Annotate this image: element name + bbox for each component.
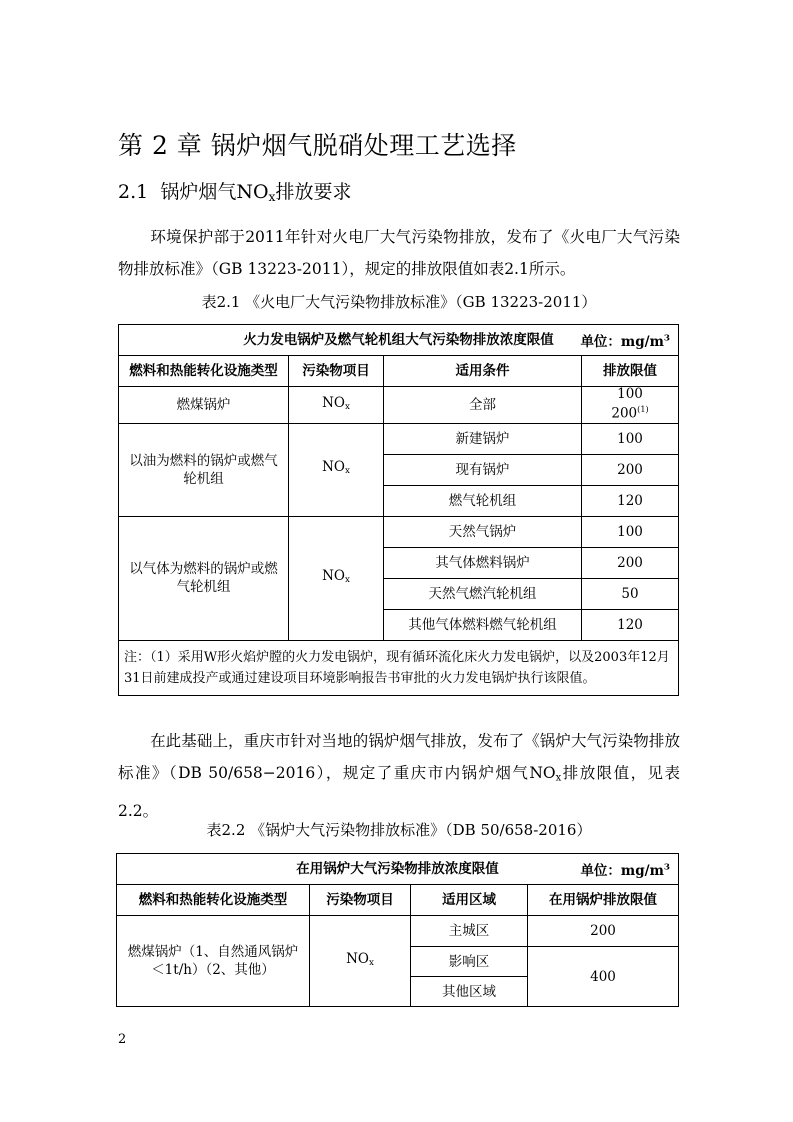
- table-1-header-type: 燃料和热能转化设施类型: [119, 356, 289, 387]
- chapter-title: 第 2 章 锅炉烟气脱硝处理工艺选择: [118, 131, 517, 160]
- section-title-suffix: 排放要求: [275, 181, 352, 203]
- section-title-prefix: 锅炉烟气NO: [160, 181, 269, 203]
- table-1-cell-condition: 燃气轮机组: [384, 485, 582, 516]
- emission-standard-table-1: [118, 324, 679, 696]
- table-1-cell-limit: 200: [582, 454, 679, 485]
- table-2-cell-region: 主城区: [411, 916, 528, 947]
- table-1-cell-pollutant: $NO_x$: [289, 387, 384, 424]
- table-1-cell-condition: 其他气体燃料燃气轮机组: [384, 609, 582, 640]
- paragraph-2-text-b: 排放限值，见表2.2。: [118, 764, 680, 820]
- table-1-cell-condition: 天然气锅炉: [384, 516, 582, 547]
- table-2-cell-region: 其他区域: [411, 977, 528, 1007]
- table-1-banner: [119, 325, 679, 356]
- section-number: 2.1: [118, 181, 149, 203]
- table-2-cell-type: 燃煤锅炉（1、自然通风锅炉＜1t/h）（2、其他）: [117, 916, 310, 1007]
- table-2-header-pollutant: 污染物项目: [310, 885, 411, 916]
- table-1-cell-condition: 全部: [384, 387, 582, 424]
- table-1-banner-title: 火力发电锅炉及燃气轮机组大气污染物排放浓度限值: [243, 332, 554, 348]
- table-1-cell-condition: 其气体燃料锅炉: [384, 547, 582, 578]
- section-title-sub: x: [268, 190, 276, 205]
- table-1-cell-pollutant: $NO_x$: [289, 423, 384, 516]
- table-1-caption: 表2.1 《火电厂大气污染物排放标准》（GB 13223-2011）: [201, 293, 597, 311]
- paragraph-2: [118, 725, 680, 827]
- table-1-note: 注：（1）采用W形火焰炉膛的火力发电锅炉，现有循环流化床火力发电锅炉，以及2003年12月31日前建成投产或通过建设项目环境影响报告书审批的火力发电锅炉执行该限值。: [119, 640, 679, 695]
- table-1-cell-condition: 新建锅炉: [384, 423, 582, 454]
- table-2-cell-limit: 200: [528, 916, 679, 947]
- table-2-cell-pollutant: $NO_x$: [310, 916, 411, 1007]
- table-1-header-limit: 排放限值: [582, 356, 679, 387]
- section-title: [118, 177, 352, 204]
- table-1-header-condition: 适用条件: [384, 356, 582, 387]
- table-2-unit: 单位：$mg/m^3$: [580, 862, 670, 879]
- table-1-cell-type: 以气体为燃料的锅炉或燃气轮机组: [119, 516, 289, 640]
- table-2-banner-title: 在用锅炉大气污染物排放浓度限值: [296, 861, 499, 877]
- table-1-cell-limit: 100: [582, 516, 679, 547]
- paragraph-2-text-a: 在此基础上，重庆市针对当地的锅炉烟气排放，发布了《锅炉大气污染物排放标准》（DB 50/658−2016），规定了重庆市内锅炉烟气NO: [118, 732, 680, 782]
- table-1-cell-limit: 100 200$^{(1)}$: [582, 387, 679, 424]
- table-2-cell-limit: 400: [528, 947, 679, 1007]
- table-1-cell-type: 燃煤锅炉: [119, 387, 289, 424]
- paragraph-1: [118, 221, 680, 285]
- page-number: 2: [118, 1032, 127, 1047]
- table-2-header-limit: 在用锅炉排放限值: [528, 885, 679, 916]
- table-1-unit: 单位：$mg/m^3$: [580, 333, 670, 350]
- table-1-cell-limit: 120: [582, 485, 679, 516]
- paragraph-1-text: 环境保护部于2011年针对火电厂大气污染物排放，发布了《火电厂大气污染物排放标准》（GB 13223-2011），规定的排放限值如表2.1所示。: [118, 228, 680, 278]
- table-2-header-region: 适用区域: [411, 885, 528, 916]
- table-1-cell-limit: 50: [582, 578, 679, 609]
- table-2-header-type: 燃料和热能转化设施类型: [117, 885, 310, 916]
- table-1-cell-type: 以油为燃料的锅炉或燃气轮机组: [119, 423, 289, 516]
- paragraph-2-sub: x: [555, 772, 562, 784]
- emission-standard-table-2: [116, 853, 679, 1007]
- table-2-cell-region: 影响区: [411, 947, 528, 977]
- table-2-banner: [117, 854, 679, 885]
- table-1-footnote-mark: (1): [637, 404, 649, 414]
- table-1-cell-limit: 200: [582, 547, 679, 578]
- table-1-cell-condition: 天然气燃汽轮机组: [384, 578, 582, 609]
- table-2-caption: 表2.2 《锅炉大气污染物排放标准》（DB 50/658-2016）: [206, 821, 592, 839]
- table-1-cell-limit: 100: [582, 423, 679, 454]
- table-1-cell-pollutant: $NO_x$: [289, 516, 384, 640]
- table-1-cell-condition: 现有锅炉: [384, 454, 582, 485]
- table-1-header-pollutant: 污染物项目: [289, 356, 384, 387]
- table-1-cell-limit: 120: [582, 609, 679, 640]
